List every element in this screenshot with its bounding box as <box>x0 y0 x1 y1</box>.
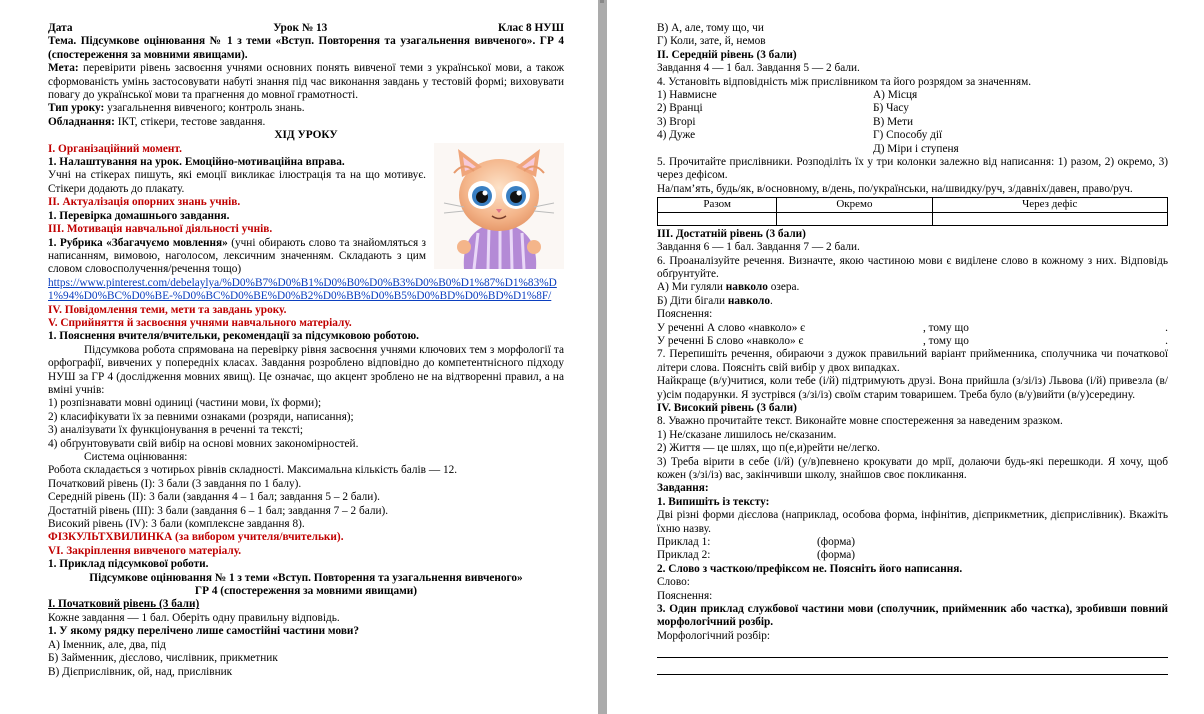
table-cell <box>658 212 777 225</box>
lesson-goal: Мета: перевірити рівень засвоєння учнями основних понять вивченої теми з української мови, а також сформованість умінь застосовувати набуті знання під час виконання завдань у тестовій формі; виховувати повагу до української мови та прагнення до мовної грамотності. <box>48 62 565 102</box>
date-label: Дата <box>48 22 73 34</box>
table-header: Окремо <box>777 198 932 212</box>
question-5-words: На/пам’ять, будь/як, в/основному, в/день, по/українськи, на/швидку/руч, з/давніх/давен, право/руч. <box>657 182 1133 195</box>
step-1-1-text: Учні на стікерах пишуть, які емоції викликає ілюстрація та на що мотивує. Стікери додають до плакату. <box>48 169 426 195</box>
task-2: 2. Слово з часткою/префіксом не. Поясніть його написання. <box>657 562 963 575</box>
categories-column <box>873 89 959 156</box>
text-line: 1) Не/сказане лишилось не/сказаним. <box>657 428 837 441</box>
section-5-heading: V. Сприйняття й засвоєння учнями навчального матеріалу. <box>48 316 352 329</box>
answer-line-b: У реченні Б слово «навколо» є , тому що . <box>657 334 1168 347</box>
text-line: 2) Життя — це шлях, що п(е,и)рейти не/легко. <box>657 442 880 455</box>
step-1-1: 1. Налаштування на урок. Емоційно-мотиваційна вправа. <box>48 156 345 169</box>
step-2-1: 1. Перевірка домашнього завдання. <box>48 209 230 222</box>
list-item: 4) Дуже <box>657 129 696 142</box>
explanation-label-2: Пояснення: <box>657 589 713 602</box>
list-item: Г) Способу дії <box>873 129 943 142</box>
explanation-paragraph: Підсумкова робота спрямована на перевірку рівня засвоєння учнями ключових тем з морфології та орфографії, вивчених у попередніх класах. Завдання розроблено відповідно до компетентнісного підходу НУШ за ГР 4 (дослідження мовних явищ). Це означає, що акцент зроблено не на відтворенні правил, а на вміні учнів: <box>48 343 564 396</box>
list-item: Достатній рівень (III): 3 бали (завдання 6 – 1 бал; завдання 7 – 2 бали). <box>48 504 389 517</box>
question-7-text: Найкраще (в/у)читися, коли тебе (і/й) підтримують друзі. Вона прийшла (з/зі/із) Львова (і/й) привезла (в/у)сім подарунки. Я зустрівся (з/зі/із) своїм старим товаришем. Треба було (в/у)вийти (в/у)середину. <box>657 375 1168 401</box>
assessment-system-heading: Система оцінювання: <box>84 451 188 463</box>
section-4-heading: IV. Повідомлення теми, мети та завдань уроку. <box>48 303 287 316</box>
list-item: А) Місця <box>873 89 918 102</box>
list-item: В) Мети <box>873 115 914 128</box>
matching-columns <box>657 89 1168 156</box>
explanation-label: Пояснення: <box>657 308 713 321</box>
work-title-2: ГР 4 (спостереження за мовними явищами) <box>194 585 418 598</box>
list-item: Середній рівень (II): 3 бали (завдання 4 – 1 бал; завдання 5 – 2 бали). <box>48 491 380 504</box>
section-3-heading: III. Мотивація навчальної діяльності учнів. <box>48 223 273 236</box>
morph-label: Морфологічний розбір: <box>657 629 771 642</box>
skills-list <box>48 397 564 451</box>
question-7: 7. Перепишіть речення, обираючи з дужок правильний варіант прийменника, сполучника чи початкової літери слова. Поясніть свій вибір у двох випадках. <box>657 348 1168 374</box>
sentence-b: Б) Діти бігали навколо. <box>657 294 773 307</box>
list-item: 3) Вгорі <box>657 115 696 128</box>
level-3-note: Завдання 6 — 1 бал. Завдання 7 — 2 бали. <box>657 241 860 254</box>
page-gap-marker <box>600 0 604 3</box>
step-3-1: 1. Рубрика «Збагачуємо мовлення» (учні обирають слово та знайомляться з написанням, вимовою, наголосом, лексичним значенням. Складають з цим словом словосполучення/речення тощо) <box>48 236 426 276</box>
section-2-heading: II. Актуалізація опорних знань учнів. <box>48 196 241 209</box>
lesson-theme: Тема. Підсумкове оцінювання № 1 з теми «Вступ. Повторення та узагальнення вивченого». ГР 4 (спостереження за мовними явищами). <box>48 35 564 61</box>
section-6-heading: VI. Закріплення вивченого матеріалу. <box>48 544 242 557</box>
level-1-heading: I. Початковий рівень (3 бали) <box>48 598 200 611</box>
level-4-heading: IV. Високий рівень (3 бали) <box>657 401 797 414</box>
text-line: 3) Треба вірити в себе (і/й) (у/в)певнено крокувати до мрії, долаючи будь-які перешкоди. Я хочу, щоб кожен (з/зі/із) вас, закінчивши школу, знайшов своє покликання. <box>657 455 1168 481</box>
table-header: Через дефіс <box>932 198 1167 212</box>
list-item: Початковий рівень (I): 3 бали (3 завдання по 1 балу). <box>48 477 302 490</box>
list-item: 1) Навмисне <box>657 89 717 102</box>
step-6-1: 1. Приклад підсумкової роботи. <box>48 558 209 571</box>
question-4: 4. Установіть відповідність між прислівником та його розрядом за значенням. <box>657 75 1032 88</box>
list-item: 4) обґрунтовувати свій вибір на основі мовних закономірностей. <box>48 437 359 450</box>
answer-line-a: У реченні А слово «навколо» є , тому що . <box>657 321 1168 334</box>
answer-option: Б) Займенник, дієслово, числівник, прикметник <box>48 652 278 665</box>
section-1-heading: I. Організаційний момент. <box>48 142 182 155</box>
level-1-note: Кожне завдання — 1 бал. Оберіть одну правильну відповідь. <box>48 611 340 624</box>
list-item: Б) Часу <box>873 102 909 115</box>
question-5: 5. Прочитайте прислівники. Розподіліть їх у три колонки залежно від написання: 1) разом, 2) окремо, 3) через дефісом. <box>657 156 1168 182</box>
lesson-type: Тип уроку: узагальнення вивченого; контроль знань. <box>48 102 305 115</box>
question-1: 1. У якому рядку перелічено лише самостійні частини мови? <box>48 625 360 638</box>
level-3-heading: III. Достатній рівень (3 бали) <box>657 227 806 240</box>
lesson-number: Урок № 13 <box>273 22 328 34</box>
list-item: 2) класифікувати їх за певними ознаками (розряди, написання); <box>48 410 354 423</box>
example-2: Приклад 2: (форма) <box>657 549 856 562</box>
work-title-1: Підсумкове оцінювання № 1 з теми «Вступ. Повторення та узагальнення вивченого» <box>89 571 523 584</box>
example-1: Приклад 1: (форма) <box>657 536 856 549</box>
question-8: 8. Уважно прочитайте текст. Виконайте мовне спостереження за наведеним зразком. <box>657 415 1063 428</box>
question-6: 6. Проаналізуйте речення. Визначте, якою частиною мови є виділене слово в кожному з них. Відповідь обґрунтуйте. <box>657 254 1168 280</box>
table-cell <box>777 212 932 225</box>
answer-option: В) Дієприслівник, ой, над, прислівник <box>48 665 233 678</box>
list-item: 1) розпізнавати мовні одиниці (частини мови, їх форми); <box>48 397 322 410</box>
lesson-course-heading: ХІД УРОКУ <box>274 129 338 142</box>
lesson-equipment: Обладнання: ІКТ, стікери, тестове завдання. <box>48 115 266 128</box>
pinterest-link[interactable]: https://www.pinterest.com/debelaylya/%D0%B7%D0%B1%D0%B0%D0%B3%D0%B0%D1%87%D1%83%D1%94%D0%BC%D0%BE-%D0%BC%D0%BE%D0%B2%D0%BB%D0%B5%D0%BD%D0%BD%D1%8F/ <box>48 276 557 303</box>
physical-break-heading: ФІЗКУЛЬТХВИЛИНКА (за вибором учителя/вчительки). <box>48 531 344 544</box>
fluffy-cat-illustration <box>434 143 564 269</box>
list-item: 3) аналізувати їх функціонування в реченні та тексті; <box>48 424 304 437</box>
level-2-note: Завдання 4 — 1 бал. Завдання 5 — 2 бали. <box>657 62 860 75</box>
adverbs-column <box>657 89 873 156</box>
sentence-a: А) Ми гуляли навколо озера. <box>657 281 800 294</box>
table-header: Разом <box>658 198 777 212</box>
answer-rule <box>657 662 1168 675</box>
level-2-heading: II. Середній рівень (3 бали) <box>657 48 797 61</box>
task-1-text: Дві різні форми дієслова (наприклад, особова форма, інфінітив, дієприкметник, дієприслівник). Вкажіть їхню назву. <box>657 509 1168 535</box>
task-1: 1. Випишіть із тексту: <box>657 495 770 508</box>
table-cell <box>932 212 1167 225</box>
step-5-1: 1. Пояснення вчителя/вчительки, рекомендації за підсумковою роботою. <box>48 330 419 343</box>
word-label: Слово: <box>657 576 690 589</box>
lesson-header <box>48 22 564 35</box>
answer-option: А) Іменник, але, два, під <box>48 638 166 651</box>
document-page-left <box>0 0 598 714</box>
answer-rule <box>657 645 1168 658</box>
answer-option: Г) Коли, зате, й, немов <box>657 35 766 48</box>
list-item: Д) Міри і ступеня <box>873 142 959 155</box>
list-item: Робота складається з чотирьох рівнів складності. Максимальна кількість балів — 12. <box>48 464 458 477</box>
tasks-heading: Завдання: <box>657 482 709 495</box>
class-label: Клас 8 НУШ <box>498 22 564 34</box>
list-item: 2) Вранці <box>657 102 703 115</box>
task-3: 3. Один приклад службової частини мови (сполучник, прийменник або частка), зробивши повний морфологічний розбір. <box>657 603 1168 629</box>
assessment-system-list <box>48 464 564 531</box>
spelling-table <box>657 197 1168 225</box>
answer-option: В) А, але, тому що, чи <box>657 22 764 34</box>
list-item: Високий рівень (IV): 3 бали (комплексне завдання 8). <box>48 518 305 531</box>
document-page-right <box>607 0 1204 714</box>
